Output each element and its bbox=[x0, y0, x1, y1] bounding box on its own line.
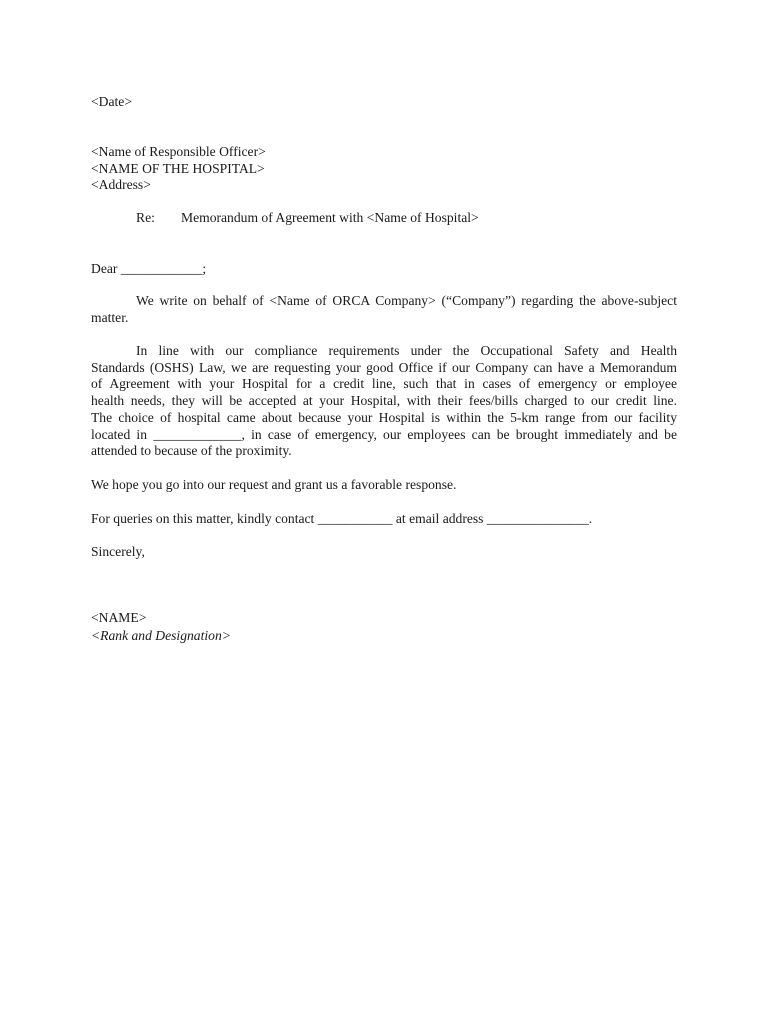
paragraph-2-line-3: of Agreement with your Hospital for a credit line, such that in cases of emergency or employee bbox=[91, 376, 677, 392]
paragraph-3: We hope you go into our request and grant us a favorable response. bbox=[91, 477, 457, 492]
signatory-name: <NAME> bbox=[91, 610, 147, 625]
paragraph-2-line-5: The choice of hospital came about because your Hospital is within the 5-km range from our facility bbox=[91, 409, 677, 425]
recipient-address: <Address> bbox=[91, 177, 151, 192]
paragraph-2-line-4: health needs, they will be accepted at your Hospital, with their fees/bills charged to our credit line. bbox=[91, 393, 677, 409]
subject-label: Re: bbox=[136, 210, 155, 225]
recipient-hospital: <NAME OF THE HOSPITAL> bbox=[91, 161, 265, 176]
paragraph-1 bbox=[91, 293, 677, 326]
paragraph-2 bbox=[91, 343, 677, 460]
paragraph-2-line-7: attended to because of the proximity. bbox=[91, 443, 292, 459]
signatory-designation: <Rank and Designation> bbox=[91, 628, 231, 643]
closing: Sincerely, bbox=[91, 544, 145, 559]
paragraph-4: For queries on this matter, kindly contact ___________ at email address _______________. bbox=[91, 511, 593, 526]
salutation: Dear ____________; bbox=[91, 261, 207, 276]
letter-date: <Date> bbox=[91, 94, 132, 109]
paragraph-2-line-1: In line with our compliance requirements under the Occupational Safety and Health bbox=[136, 343, 677, 358]
paragraph-2-line-6: located in _____________, in case of emergency, our employees can be brought immediately and be bbox=[91, 426, 677, 442]
paragraph-2-line-2: Standards (OSHS) Law, we are requesting your good Office if our Company can have a Memorandum bbox=[91, 359, 677, 375]
recipient-officer: <Name of Responsible Officer> bbox=[91, 144, 266, 159]
paragraph-1-line-1: We write on behalf of <Name of ORCA Company> (“Company”) regarding the above-subject bbox=[136, 293, 677, 308]
paragraph-1-line-2: matter. bbox=[91, 309, 129, 325]
subject-line: Memorandum of Agreement with <Name of Hospital> bbox=[181, 210, 479, 225]
